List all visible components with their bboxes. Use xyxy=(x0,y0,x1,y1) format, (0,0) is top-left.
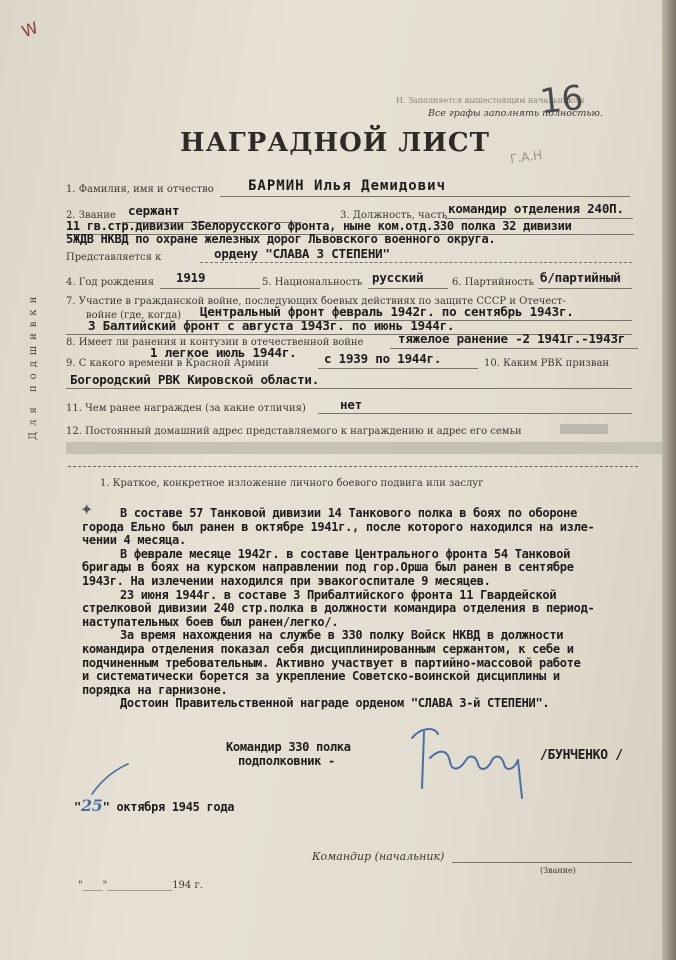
page-number: 16 xyxy=(538,77,586,123)
date-day: 25 xyxy=(80,796,103,815)
field-nationality-label: 5. Национальность xyxy=(262,277,363,288)
field-wounds-value-2: 1 легкое июль 1944г. xyxy=(150,345,297,360)
footer-commander-label: Командир (начальник) xyxy=(312,850,445,863)
presented-value: ордену "СЛАВА 3 СТЕПЕНИ" xyxy=(214,246,390,261)
page-edge-shadow xyxy=(662,0,676,960)
side-binding-label: Для подшивки xyxy=(28,290,39,440)
field-birth-line xyxy=(160,288,260,289)
field-party-value: б/партийный xyxy=(540,270,621,285)
field-rvk-value: Богородский РВК Кировской области. xyxy=(70,372,320,387)
field-rank-value: сержант xyxy=(128,203,180,218)
field-position-cont1: 11 гв.стр.дивизии 3Белорусского фронта, ныне ком.отд.330 полка 32 дивизии xyxy=(66,219,572,233)
stamp-line: Н. Заполняется вышестоящим начальником xyxy=(396,96,585,105)
field-nationality-line xyxy=(368,288,448,289)
narrative-line: наступательных боев был ранен/легко/. xyxy=(82,614,339,629)
presented-label: Представляется к xyxy=(66,252,162,263)
narrative-line: В феврале месяце 1942г. в составе Центрального фронта 54 Танковой xyxy=(120,546,571,561)
pencil-cross-mark: ✦ xyxy=(80,500,94,519)
field-awards-line xyxy=(318,413,632,414)
date-rest: " октября 1945 года xyxy=(102,800,235,814)
narrative-line: За время нахождения на службе в 330 полку Войск НКВД в должности xyxy=(120,628,564,643)
narrative-line: чении 4 месяца. xyxy=(82,533,186,548)
field-wounds-label: 8. Имеет ли ранения и контузии в отечественной войне xyxy=(66,337,364,348)
redaction-box-2 xyxy=(66,442,662,454)
field-awards-value: нет xyxy=(340,397,362,412)
field-service-label: 9. С какого времени в Красной Армии xyxy=(66,358,269,369)
signature-title-1: Командир 330 полка xyxy=(226,740,351,754)
narrative-line: 1943г. На излечении находился при эвакогоспитале 9 месяцев. xyxy=(82,573,491,588)
field-nationality-value: русский xyxy=(372,270,424,285)
field-rvk-label: 10. Каким РВК призван xyxy=(484,358,610,369)
field-service-value: с 1939 по 1944г. xyxy=(324,351,442,366)
field-combat-value-1: Центральный фронт февраль 1942г. по сентябрь 1943г. xyxy=(200,304,574,319)
field-party-line xyxy=(538,288,632,289)
narrative-line: В составе 57 Танковой дивизии 14 Танкового полка в боях по обороне xyxy=(120,506,578,520)
field-combat-value-2: 3 Балтийский фронт с августа 1943г. по июнь 1944г. xyxy=(88,318,455,333)
date-line xyxy=(74,796,234,815)
field-rank-label: 2. Звание xyxy=(66,210,116,221)
narrative-line: подчиненным требовательным. Активно участвует в партийно-массовой работе xyxy=(82,655,581,670)
narrative-line: командира отделения показал себя дисциплинированным сержантом, к себе и xyxy=(82,641,574,656)
field-name-value: БАРМИН Илья Демидович xyxy=(248,178,447,194)
redaction-box-1 xyxy=(560,424,608,434)
pencil-mark: Г.А.Н xyxy=(509,147,544,167)
narrative-line: и систематически борется за укрепление Советско-воинской дисциплины и xyxy=(82,669,560,684)
field-awards-label: 11. Чем ранее награжден (за какие отличия) xyxy=(66,403,306,414)
field-rvk-line xyxy=(66,388,632,389)
field-address-label: 12. Постоянный домашний адрес представляемого к награждению и адрес его семьи xyxy=(66,426,522,437)
field-combat-label-2: войне (где, когда) xyxy=(86,310,182,321)
field-service-line xyxy=(318,368,478,369)
footer-date-blank: "____"_____________194 г. xyxy=(78,880,203,891)
footer-commander-line xyxy=(452,862,632,863)
field-combat-label-1: 7. Участие в гражданской войне, последующих боевых действиях по защите СССР и Отечест- xyxy=(66,296,566,307)
field-name-label: 1. Фамилия, имя и отчество xyxy=(66,184,214,195)
field-name-line xyxy=(220,196,630,197)
narrative-line: города Ельно был ранен в октябре 1941г., после которого находился на изле- xyxy=(82,519,595,534)
field-birth-value: 1919 xyxy=(176,270,206,285)
field-party-label: 6. Партийность xyxy=(452,277,534,288)
section1-label: 1. Краткое, конкретное изложение личного боевого подвига или заслуг xyxy=(100,478,484,489)
field-position-label: 3. Должность, часть xyxy=(340,210,448,221)
date-prefix: " xyxy=(74,800,81,814)
narrative-line: 23 июня 1944г. в составе 3 Прибалтийского фронта 11 Гвардейской xyxy=(120,587,557,602)
narrative-line: стрелковой дивизии 240 стр.полка в должности командира отделения в период- xyxy=(82,601,595,616)
signature-title-2: подполковник - xyxy=(238,754,335,768)
field-position-cont2: 5ЖДВ НКВД по охране железных дорог Львовского военного округа. xyxy=(66,232,496,246)
fill-note: Все графы заполнять полностью. xyxy=(428,108,603,119)
narrative-line: Достоин Правительственной награде орденом "СЛАВА 3-й СТЕПЕНИ". xyxy=(120,696,550,711)
narrative-line: порядка на гарнизоне. xyxy=(82,682,228,697)
field-wounds-value-1: тяжелое ранение -2 1941г.-1943г xyxy=(398,331,626,346)
footer-rank-label: (Звание) xyxy=(540,866,576,875)
field-birth-label: 4. Год рождения xyxy=(66,277,155,288)
signature-ink xyxy=(400,718,560,808)
narrative-line: бригады в боях на курском направлении под гор.Орша был ранен в сентябре xyxy=(82,560,574,575)
corner-mark: W xyxy=(19,17,41,42)
signature-name: /БУНЧЕНКО / xyxy=(540,748,623,763)
field-wounds-line-1 xyxy=(390,348,638,349)
narrative-text xyxy=(82,506,595,711)
address-dashed-line xyxy=(68,466,638,467)
presented-line xyxy=(200,262,632,263)
field-position-value: командир отделения 240П. xyxy=(448,201,624,216)
document-title: НАГРАДНОЙ ЛИСТ xyxy=(180,128,490,158)
